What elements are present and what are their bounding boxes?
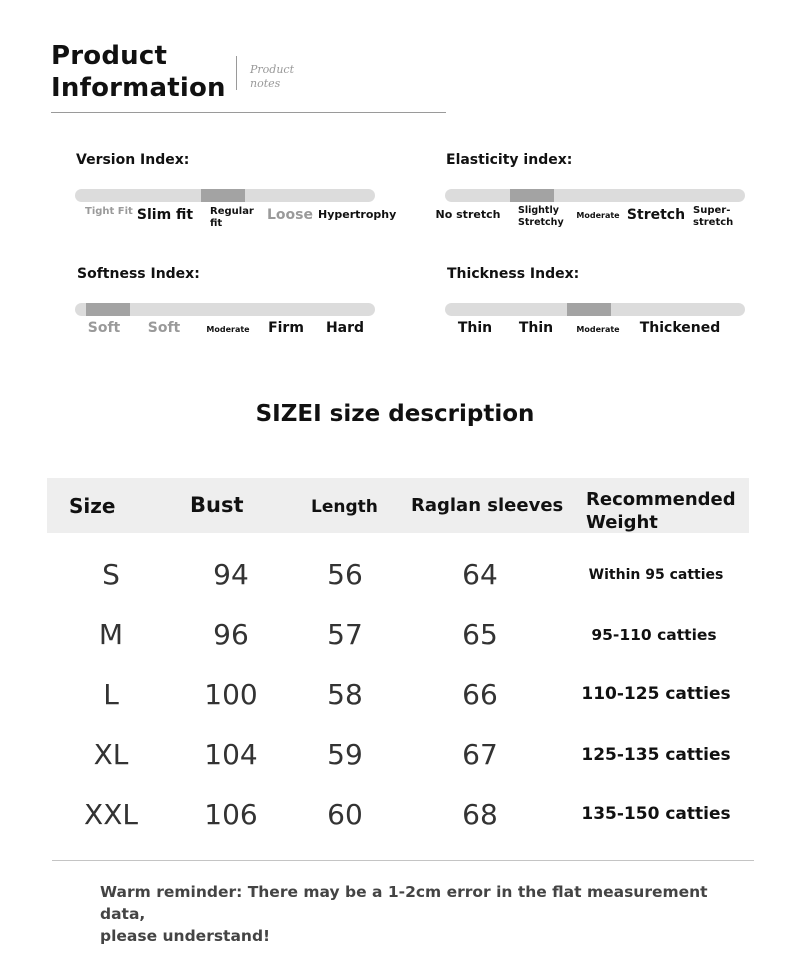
elasticity-label-no-stretch: No stretch [435, 208, 501, 221]
elasticity-index-indicator [510, 189, 554, 202]
column-header-bust: Bust [190, 493, 244, 517]
page-subtitle-line1: Product [250, 63, 294, 76]
cell-bust: 100 [204, 678, 258, 711]
header-divider [51, 112, 446, 113]
softness-index-track [75, 303, 375, 316]
warm-reminder-line2: please understand! [100, 927, 271, 945]
version-index-title: Version Index: [76, 152, 190, 168]
thickness-label-thin-2: Thin [518, 320, 554, 336]
page-title-line2: Information [51, 73, 226, 103]
version-label-loose: Loose [267, 207, 313, 223]
cell-size: XXL [84, 798, 138, 831]
page-subtitle-line2: notes [250, 77, 281, 90]
elasticity-index-track [445, 189, 745, 202]
cell-length: 57 [327, 618, 363, 651]
softness-index-indicator [86, 303, 130, 316]
warm-reminder [100, 881, 740, 947]
softness-index-labels [75, 320, 375, 344]
cell-bust: 106 [204, 798, 258, 831]
column-header-recommended-weight: Recommended Weight [586, 489, 736, 533]
column-header-length: Length [311, 497, 378, 517]
table-row [0, 552, 790, 602]
cell-bust: 94 [213, 558, 249, 591]
cell-size: S [102, 558, 120, 591]
cell-size: L [103, 678, 119, 711]
table-bottom-divider [52, 860, 754, 861]
table-row [0, 612, 790, 662]
softness-label-firm: Firm [268, 320, 304, 336]
table-row [0, 732, 790, 782]
cell-bust: 96 [213, 618, 249, 651]
cell-length: 60 [327, 798, 363, 831]
elasticity-label-slightly-stretchy: Slightly Stretchy [518, 205, 564, 228]
thickness-index-title: Thickness Index: [447, 266, 580, 282]
table-row [0, 792, 790, 842]
softness-label-soft-1: Soft [87, 320, 121, 336]
softness-label-soft-2: Soft [147, 320, 181, 336]
version-label-regular-fit: Regular fit [210, 206, 254, 229]
cell-length: 56 [327, 558, 363, 591]
version-index-labels [75, 205, 395, 235]
thickness-label-moderate: Moderate [576, 325, 620, 334]
thickness-index-track [445, 303, 745, 316]
softness-index-title: Softness Index: [77, 266, 200, 282]
size-table-body [0, 552, 790, 852]
page-subtitle [250, 63, 294, 91]
cell-sleeves: 66 [462, 678, 498, 711]
cell-size: XL [93, 738, 129, 771]
thickness-label-thickened: Thickened [639, 320, 721, 336]
elasticity-label-super-stretch: Super-stretch [693, 205, 734, 228]
cell-sleeves: 65 [462, 618, 498, 651]
version-label-hypertrophy: Hypertrophy [318, 208, 397, 221]
cell-weight: Within 95 catties [588, 567, 724, 583]
page-title [51, 40, 226, 104]
column-header-size: Size [69, 494, 116, 518]
version-label-tight-fit: Tight Fit [85, 206, 133, 217]
thickness-index-labels [445, 320, 745, 344]
table-row [0, 672, 790, 722]
elasticity-index-title: Elasticity index: [446, 152, 573, 168]
cell-size: M [98, 618, 124, 651]
size-table-header [47, 478, 749, 533]
softness-label-moderate: Moderate [206, 325, 250, 334]
cell-weight: 95-110 catties [591, 626, 717, 644]
cell-length: 59 [327, 738, 363, 771]
elasticity-index-labels [430, 205, 770, 235]
cell-weight: 135-150 catties [581, 804, 731, 824]
cell-sleeves: 64 [462, 558, 498, 591]
version-index-track [75, 189, 375, 202]
elasticity-label-moderate: Moderate [576, 211, 620, 220]
elasticity-label-stretch: Stretch [626, 207, 686, 223]
title-divider [236, 56, 237, 90]
size-section-heading: SIZEI size description [255, 401, 535, 427]
thickness-label-thin-1: Thin [457, 320, 493, 336]
cell-weight: 125-135 catties [581, 745, 731, 765]
cell-sleeves: 67 [462, 738, 498, 771]
warm-reminder-line1: Warm reminder: There may be a 1-2cm error in the flat measurement data, [100, 883, 708, 923]
cell-weight: 110-125 catties [581, 684, 731, 704]
cell-bust: 104 [204, 738, 258, 771]
thickness-index-indicator [567, 303, 611, 316]
page-title-line1: Product [51, 41, 168, 71]
column-header-raglan-sleeves: Raglan sleeves [411, 495, 564, 516]
cell-length: 58 [327, 678, 363, 711]
cell-sleeves: 68 [462, 798, 498, 831]
version-index-indicator [201, 189, 245, 202]
softness-label-hard: Hard [325, 320, 365, 336]
version-label-slim-fit: Slim fit [136, 207, 194, 223]
